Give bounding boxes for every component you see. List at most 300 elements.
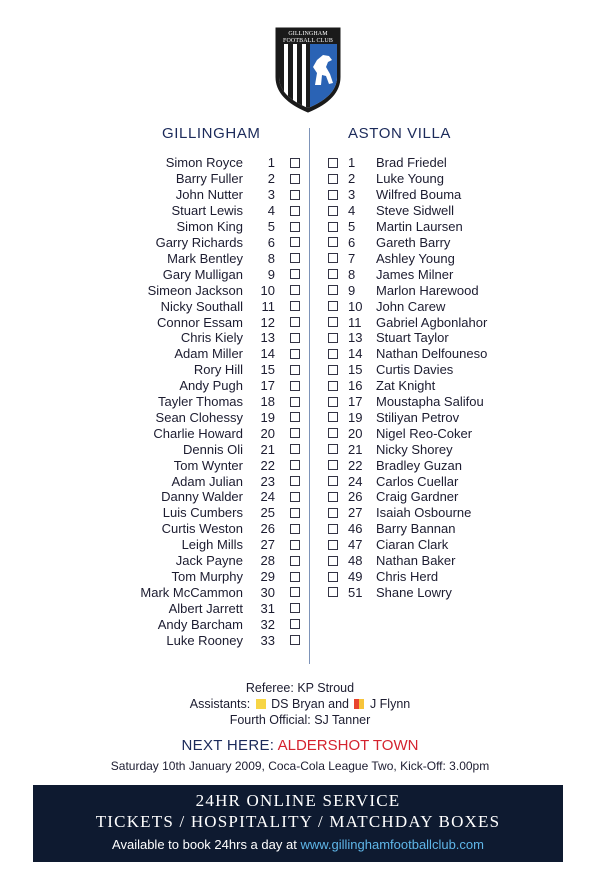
online-service-banner	[33, 785, 563, 862]
player-row	[80, 298, 310, 314]
checkbox-wrapper	[275, 619, 300, 629]
player-row	[80, 266, 310, 282]
player-checkbox[interactable]	[290, 237, 300, 247]
player-name: Barry Fuller	[175, 171, 243, 187]
player-number: 1	[267, 155, 275, 171]
player-name: Tom Wynter	[173, 457, 243, 473]
player-row	[80, 537, 310, 553]
player-number: 30	[260, 584, 275, 600]
player-checkbox[interactable]	[328, 508, 338, 518]
player-name: Stuart Taylor	[376, 330, 449, 346]
player-name: Martin Laursen	[376, 219, 463, 235]
checkbox-wrapper	[318, 190, 348, 200]
player-checkbox[interactable]	[328, 190, 338, 200]
player-number: 3	[267, 187, 275, 203]
player-checkbox[interactable]	[290, 381, 300, 391]
player-number: 3	[348, 187, 356, 203]
checkbox-wrapper	[275, 317, 300, 327]
player-number: 4	[348, 203, 356, 219]
checkbox-wrapper	[318, 365, 348, 375]
player-checkbox[interactable]	[290, 476, 300, 486]
checkbox-wrapper	[318, 508, 348, 518]
player-row	[80, 282, 310, 298]
website-link[interactable]: www.gillinghamfootballclub.com	[300, 837, 484, 852]
player-name: Connor Essam	[157, 314, 243, 330]
player-name: Simon Royce	[165, 155, 243, 171]
checkbox-wrapper	[275, 412, 300, 422]
checkbox-wrapper	[275, 301, 300, 311]
checkbox-wrapper	[275, 349, 300, 359]
checkbox-wrapper	[275, 460, 300, 470]
player-name: Luke Young	[376, 171, 444, 187]
player-checkbox[interactable]	[328, 333, 338, 343]
player-row	[80, 425, 310, 441]
player-row	[318, 298, 548, 314]
player-number: 24	[260, 489, 275, 505]
player-row	[80, 441, 310, 457]
player-name: Nicky Southall	[160, 298, 243, 314]
player-row	[80, 219, 310, 235]
checkbox-wrapper	[318, 444, 348, 454]
player-name: Tayler Thomas	[157, 394, 243, 410]
checkbox-wrapper	[275, 444, 300, 454]
player-number: 46	[348, 521, 363, 537]
player-checkbox[interactable]	[328, 556, 338, 566]
player-checkbox[interactable]	[328, 492, 338, 502]
player-row	[80, 394, 310, 410]
checkbox-wrapper	[275, 381, 300, 391]
player-row	[80, 473, 310, 489]
player-number: 15	[348, 362, 363, 378]
player-row	[318, 505, 548, 521]
player-row	[318, 203, 548, 219]
next-fixture-heading	[0, 737, 600, 754]
checkbox-wrapper	[275, 476, 300, 486]
player-name: Albert Jarrett	[168, 600, 243, 616]
player-checkbox[interactable]	[290, 556, 300, 566]
player-row	[80, 489, 310, 505]
checkbox-wrapper	[275, 540, 300, 550]
away-squad-list	[318, 155, 548, 600]
banner-booking-prefix: Available to book 24hrs a day at	[112, 837, 297, 852]
player-checkbox[interactable]	[328, 540, 338, 550]
player-number: 17	[348, 394, 363, 410]
player-name: Steve Sidwell	[376, 203, 455, 219]
player-checkbox[interactable]	[328, 301, 338, 311]
player-row	[318, 569, 548, 585]
player-row	[80, 187, 310, 203]
player-row	[318, 584, 548, 600]
player-number: 9	[348, 282, 356, 298]
checkbox-wrapper	[275, 253, 300, 263]
assistants-line	[0, 696, 600, 712]
player-checkbox[interactable]	[328, 269, 338, 279]
player-number: 11	[261, 298, 275, 314]
checkbox-wrapper	[318, 412, 348, 422]
player-name: Luis Cumbers	[162, 505, 243, 521]
player-name: Leigh Mills	[181, 537, 243, 553]
checkbox-wrapper	[318, 587, 348, 597]
player-checkbox[interactable]	[290, 492, 300, 502]
player-checkbox[interactable]	[328, 460, 338, 470]
match-officials	[0, 680, 600, 728]
player-row	[80, 314, 310, 330]
player-name: Andy Barcham	[157, 616, 243, 632]
player-row	[318, 362, 548, 378]
player-checkbox[interactable]	[328, 572, 338, 582]
player-checkbox[interactable]	[328, 524, 338, 534]
player-row	[80, 362, 310, 378]
player-checkbox[interactable]	[328, 428, 338, 438]
player-row	[80, 632, 310, 648]
player-row	[318, 441, 548, 457]
player-name: Shane Lowry	[376, 584, 452, 600]
next-here-label: NEXT HERE:	[181, 737, 275, 754]
player-name: Ciaran Clark	[376, 537, 449, 553]
player-row	[318, 235, 548, 251]
player-checkbox[interactable]	[328, 222, 338, 232]
player-number: 25	[260, 505, 275, 521]
checkbox-wrapper	[318, 174, 348, 184]
home-team-heading: GILLINGHAM	[162, 125, 261, 142]
player-number: 19	[260, 409, 275, 425]
player-checkbox[interactable]	[328, 587, 338, 597]
checkbox-wrapper	[275, 365, 300, 375]
player-name: Dennis Oli	[183, 441, 243, 457]
player-checkbox[interactable]	[290, 524, 300, 534]
player-number: 29	[260, 569, 275, 585]
player-checkbox[interactable]	[290, 460, 300, 470]
player-checkbox[interactable]	[328, 237, 338, 247]
checkbox-wrapper	[318, 492, 348, 502]
player-number: 20	[260, 425, 275, 441]
player-number: 26	[260, 521, 275, 537]
player-row	[318, 266, 548, 282]
checkbox-wrapper	[275, 206, 300, 216]
player-number: 27	[348, 505, 363, 521]
player-row	[318, 473, 548, 489]
checkbox-wrapper	[318, 206, 348, 216]
player-row	[318, 410, 548, 426]
player-checkbox[interactable]	[290, 540, 300, 550]
banner-subheadline: TICKETS / HOSPITALITY / MATCHDAY BOXES	[95, 812, 501, 831]
player-checkbox[interactable]	[328, 381, 338, 391]
fixture-details: Saturday 10th January 2009, Coca-Cola League Two, Kick-Off: 3.00pm	[110, 759, 490, 773]
player-number: 10	[348, 298, 363, 314]
player-checkbox[interactable]	[290, 412, 300, 422]
player-checkbox[interactable]	[290, 365, 300, 375]
referee-line: Referee: KP Stroud	[245, 681, 355, 695]
player-number: 16	[348, 378, 363, 394]
player-checkbox[interactable]	[290, 301, 300, 311]
player-checkbox[interactable]	[328, 158, 338, 168]
player-number: 6	[348, 234, 356, 250]
player-name: John Carew	[376, 298, 446, 314]
player-checkbox[interactable]	[290, 572, 300, 582]
player-row	[318, 219, 548, 235]
player-name: Zat Knight	[376, 378, 436, 394]
checkbox-wrapper	[275, 635, 300, 645]
player-checkbox[interactable]	[290, 190, 300, 200]
player-number: 11	[348, 314, 362, 330]
player-checkbox[interactable]	[328, 174, 338, 184]
checkbox-wrapper	[318, 285, 348, 295]
player-name: Nathan Delfouneso	[376, 346, 488, 362]
checkbox-wrapper	[275, 158, 300, 168]
player-row	[318, 171, 548, 187]
checkbox-wrapper	[318, 222, 348, 232]
player-name: Ashley Young	[376, 250, 455, 266]
checkbox-wrapper	[275, 428, 300, 438]
player-name: Gabriel Agbonlahor	[376, 314, 488, 330]
banner-booking-text	[33, 837, 563, 852]
checkbox-wrapper	[318, 556, 348, 566]
player-checkbox[interactable]	[290, 635, 300, 645]
player-row	[80, 155, 310, 171]
player-number: 13	[260, 330, 275, 346]
player-number: 9	[267, 266, 275, 282]
home-squad-list	[80, 155, 310, 648]
checkbox-wrapper	[318, 253, 348, 263]
player-number: 21	[348, 441, 363, 457]
player-checkbox[interactable]	[328, 253, 338, 263]
player-number: 5	[267, 219, 275, 235]
player-checkbox[interactable]	[290, 349, 300, 359]
player-row	[318, 314, 548, 330]
checkbox-wrapper	[318, 349, 348, 359]
checkbox-wrapper	[275, 237, 300, 247]
player-checkbox[interactable]	[290, 222, 300, 232]
player-number: 20	[348, 425, 363, 441]
player-row	[318, 553, 548, 569]
player-number: 18	[260, 394, 275, 410]
away-team-heading: ASTON VILLA	[348, 125, 452, 142]
player-name: Mark McCammon	[140, 584, 243, 600]
player-name: Simeon Jackson	[147, 282, 243, 298]
player-name: Mark Bentley	[167, 250, 243, 266]
player-checkbox[interactable]	[290, 253, 300, 263]
player-row	[318, 282, 548, 298]
player-checkbox[interactable]	[328, 476, 338, 486]
player-checkbox[interactable]	[290, 444, 300, 454]
player-checkbox[interactable]	[290, 285, 300, 295]
checkbox-wrapper	[318, 158, 348, 168]
player-number: 2	[267, 171, 275, 187]
checkbox-wrapper	[318, 317, 348, 327]
player-name: Marlon Harewood	[376, 282, 479, 298]
checkbox-wrapper	[275, 556, 300, 566]
player-number: 12	[260, 314, 275, 330]
player-number: 51	[348, 584, 363, 600]
assistant-1: DS Bryan and	[271, 697, 349, 711]
crest-title	[275, 31, 341, 45]
checkbox-wrapper	[275, 587, 300, 597]
checkbox-wrapper	[275, 333, 300, 343]
player-number: 32	[260, 616, 275, 632]
assistant-2: J Flynn	[369, 697, 411, 711]
checkbox-wrapper	[318, 460, 348, 470]
banner-headline: 24HR ONLINE SERVICE	[195, 791, 401, 810]
player-number: 28	[260, 553, 275, 569]
player-name: Moustapha Salifou	[376, 394, 484, 410]
player-checkbox[interactable]	[290, 174, 300, 184]
checkbox-wrapper	[318, 333, 348, 343]
player-row	[80, 410, 310, 426]
checkbox-wrapper	[318, 428, 348, 438]
player-number: 24	[348, 473, 363, 489]
checkered-flag-icon	[354, 699, 364, 709]
player-name: Adam Julian	[171, 473, 243, 489]
player-row	[318, 330, 548, 346]
player-checkbox[interactable]	[328, 397, 338, 407]
player-number: 22	[260, 457, 275, 473]
player-name: Gary Mulligan	[162, 266, 243, 282]
checkbox-wrapper	[275, 603, 300, 613]
checkbox-wrapper	[275, 492, 300, 502]
player-name: Luke Rooney	[166, 632, 243, 648]
player-row	[318, 521, 548, 537]
player-checkbox[interactable]	[290, 619, 300, 629]
player-checkbox[interactable]	[328, 444, 338, 454]
player-row	[80, 203, 310, 219]
player-checkbox[interactable]	[290, 206, 300, 216]
player-name: Curtis Davies	[376, 362, 454, 378]
player-name: Andy Pugh	[179, 378, 243, 394]
player-checkbox[interactable]	[328, 365, 338, 375]
player-number: 5	[348, 219, 356, 235]
player-name: Nicky Shorey	[376, 441, 453, 457]
player-number: 10	[260, 282, 275, 298]
checkbox-wrapper	[318, 476, 348, 486]
player-name: Simon King	[176, 219, 243, 235]
player-name: Tom Murphy	[171, 569, 243, 585]
player-number: 49	[348, 569, 363, 585]
player-row	[318, 537, 548, 553]
player-name: Chris Kiely	[180, 330, 243, 346]
checkbox-wrapper	[318, 524, 348, 534]
player-row	[80, 600, 310, 616]
player-row	[80, 457, 310, 473]
player-checkbox[interactable]	[290, 333, 300, 343]
player-name: Jack Payne	[175, 553, 243, 569]
checkbox-wrapper	[318, 269, 348, 279]
player-checkbox[interactable]	[290, 603, 300, 613]
player-row	[80, 378, 310, 394]
player-name: Nigel Reo-Coker	[376, 425, 473, 441]
checkbox-wrapper	[275, 285, 300, 295]
player-checkbox[interactable]	[328, 285, 338, 295]
player-number: 14	[348, 346, 363, 362]
checkbox-wrapper	[275, 572, 300, 582]
player-name: James Milner	[376, 266, 454, 282]
player-name: Wilfred Bouma	[376, 187, 462, 203]
player-name: Craig Gardner	[376, 489, 459, 505]
player-row	[318, 394, 548, 410]
player-row	[80, 584, 310, 600]
player-number: 1	[348, 155, 356, 171]
player-name: Bradley Guzan	[376, 457, 462, 473]
player-checkbox[interactable]	[290, 428, 300, 438]
player-checkbox[interactable]	[328, 206, 338, 216]
player-name: Curtis Weston	[161, 521, 243, 537]
player-name: Rory Hill	[193, 362, 243, 378]
fourth-official-line: Fourth Official: SJ Tanner	[229, 713, 371, 727]
player-row	[80, 616, 310, 632]
player-number: 23	[260, 473, 275, 489]
player-number: 6	[267, 234, 275, 250]
checkbox-wrapper	[275, 508, 300, 518]
player-row	[80, 569, 310, 585]
player-number: 17	[260, 378, 275, 394]
player-row	[80, 505, 310, 521]
player-number: 2	[348, 171, 356, 187]
player-number: 27	[260, 537, 275, 553]
player-row	[80, 235, 310, 251]
player-number: 22	[348, 457, 363, 473]
player-number: 31	[260, 600, 275, 616]
player-number: 26	[348, 489, 363, 505]
checkbox-wrapper	[275, 397, 300, 407]
player-checkbox[interactable]	[290, 508, 300, 518]
checkbox-wrapper	[275, 174, 300, 184]
checkbox-wrapper	[275, 524, 300, 534]
player-name: Stuart Lewis	[171, 203, 243, 219]
player-row	[80, 521, 310, 537]
player-name: Chris Herd	[376, 569, 439, 585]
player-row	[80, 330, 310, 346]
player-row	[318, 250, 548, 266]
crest-title-line2: FOOTBALL CLUB	[283, 38, 333, 44]
player-checkbox[interactable]	[328, 317, 338, 327]
checkbox-wrapper	[318, 397, 348, 407]
assistants-label: Assistants:	[189, 697, 251, 711]
player-name: Isaiah Osbourne	[376, 505, 472, 521]
player-name: Gareth Barry	[376, 234, 451, 250]
player-row	[80, 346, 310, 362]
player-row	[80, 553, 310, 569]
player-number: 4	[267, 203, 275, 219]
player-checkbox[interactable]	[290, 587, 300, 597]
club-crest	[275, 27, 341, 113]
player-number: 14	[260, 346, 275, 362]
player-name: Garry Richards	[155, 234, 243, 250]
checkbox-wrapper	[318, 237, 348, 247]
player-name: John Nutter	[175, 187, 243, 203]
checkbox-wrapper	[318, 381, 348, 391]
player-checkbox[interactable]	[328, 349, 338, 359]
player-row	[318, 378, 548, 394]
player-checkbox[interactable]	[290, 269, 300, 279]
player-name: Brad Friedel	[376, 155, 447, 171]
checkbox-wrapper	[318, 540, 348, 550]
next-opponent: ALDERSHOT TOWN	[277, 737, 419, 754]
player-checkbox[interactable]	[290, 397, 300, 407]
player-checkbox[interactable]	[290, 317, 300, 327]
yellow-flag-icon	[256, 699, 266, 709]
player-number: 8	[348, 266, 356, 282]
checkbox-wrapper	[275, 190, 300, 200]
player-name: Charlie Howard	[153, 425, 243, 441]
player-checkbox[interactable]	[290, 158, 300, 168]
player-checkbox[interactable]	[328, 412, 338, 422]
player-name: Stiliyan Petrov	[376, 409, 460, 425]
player-number: 48	[348, 553, 363, 569]
player-name: Adam Miller	[174, 346, 243, 362]
player-number: 21	[260, 441, 275, 457]
crest-title-line1: GILLINGHAM	[288, 31, 328, 37]
player-row	[318, 187, 548, 203]
player-number: 19	[348, 409, 363, 425]
